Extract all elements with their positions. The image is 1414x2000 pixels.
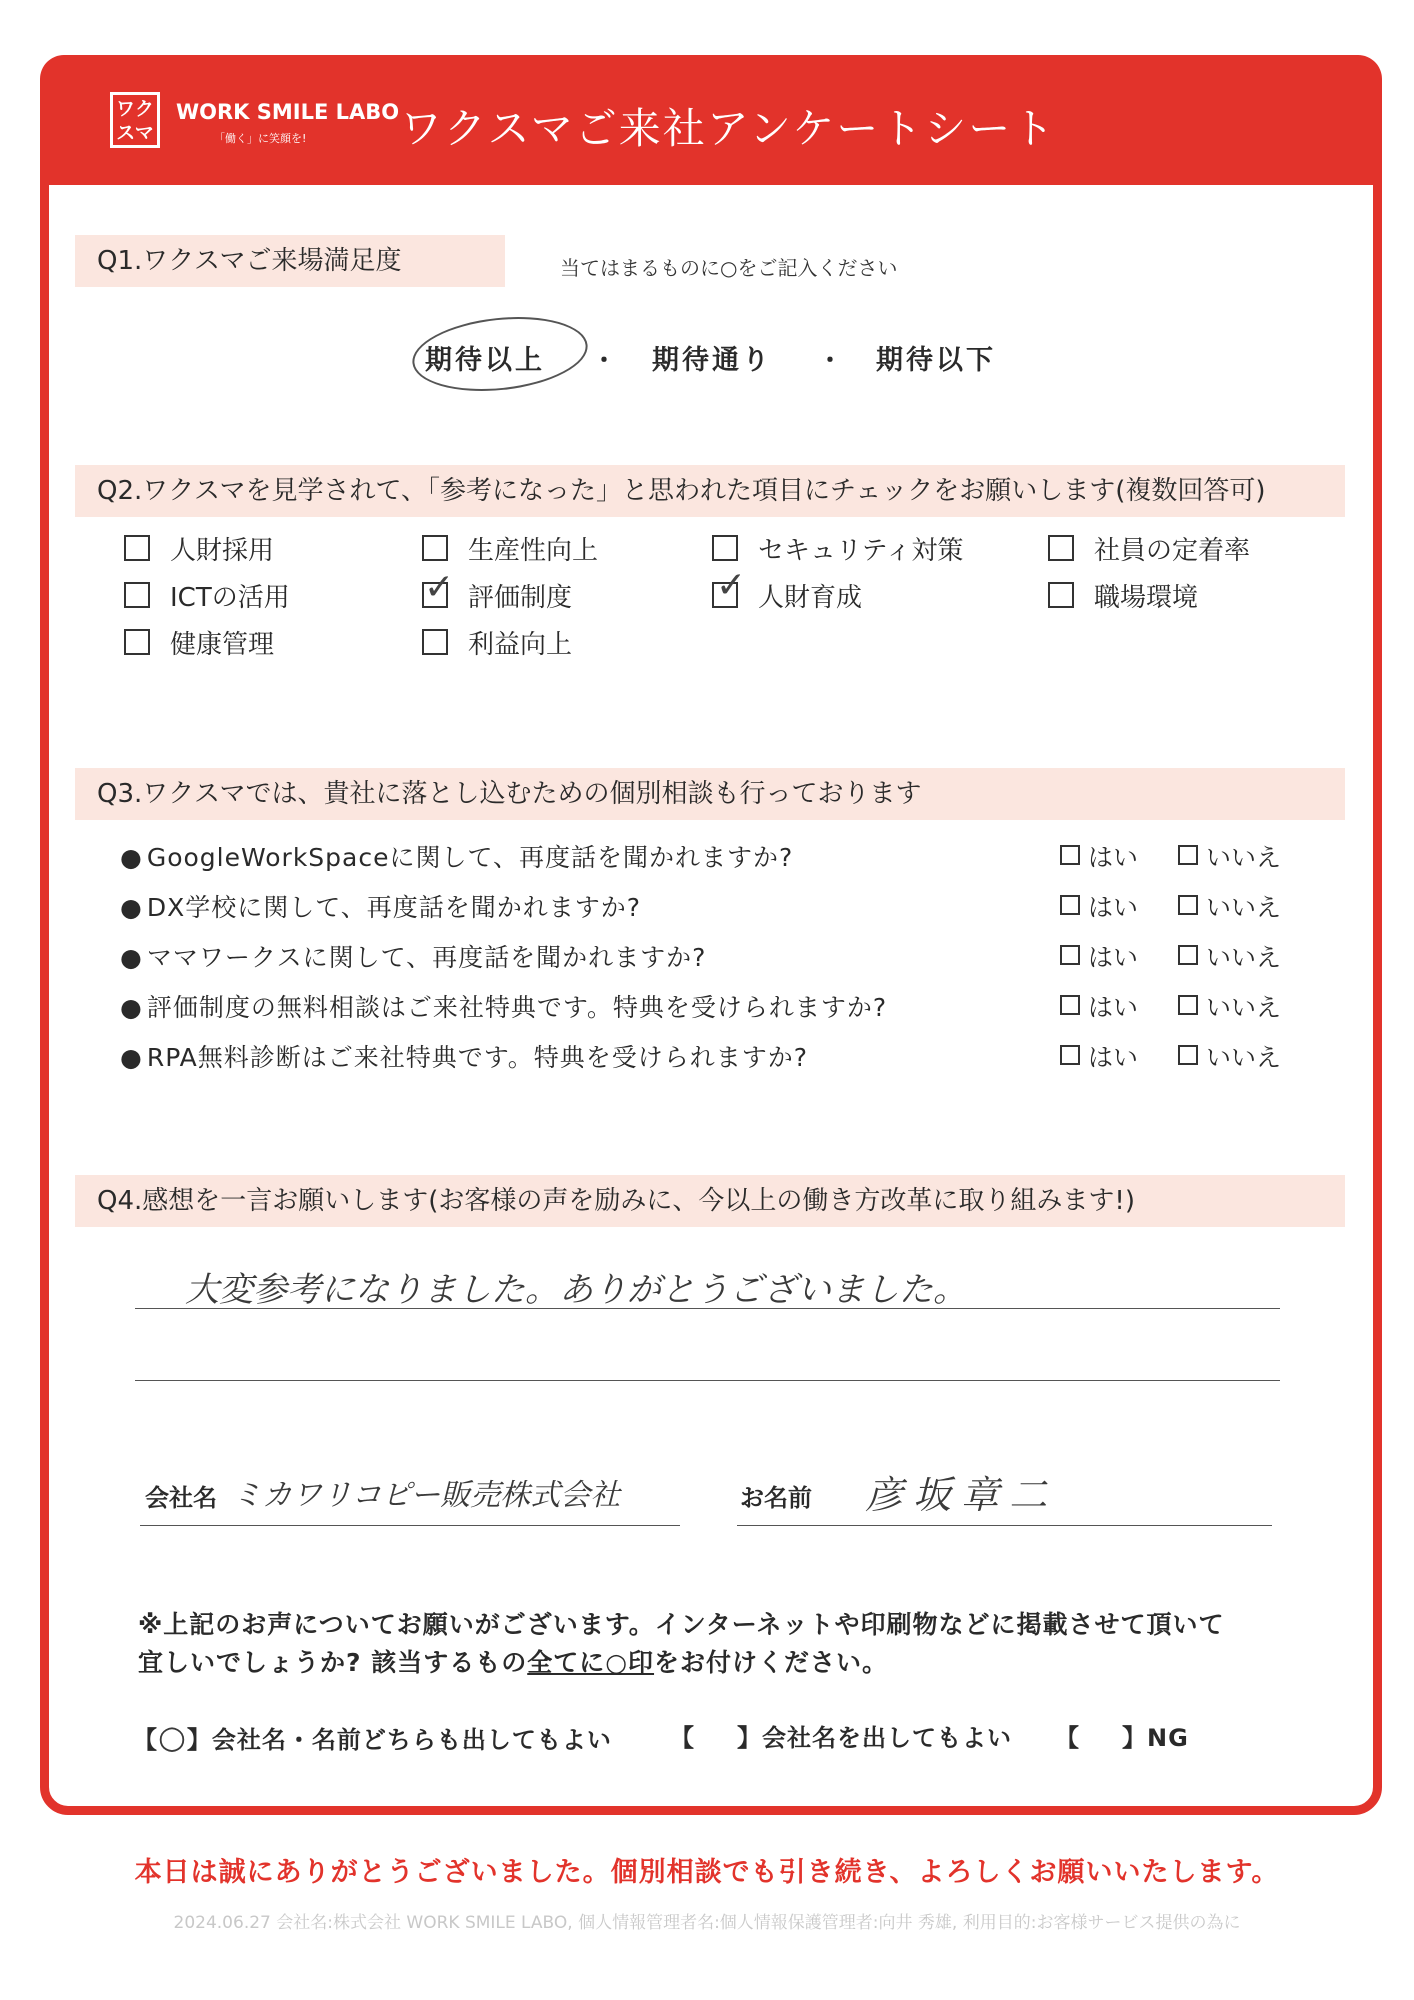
checkbox-security[interactable] [712, 535, 738, 561]
yes-checkbox[interactable] [1060, 995, 1080, 1015]
check-mark-icon: ✓ [424, 567, 455, 608]
yes-checkbox[interactable] [1060, 845, 1080, 865]
checkbox-health[interactable] [124, 629, 150, 655]
no-checkbox[interactable] [1178, 895, 1198, 915]
checkbox-label: 人財育成 [758, 583, 863, 613]
yes-label: はい [1088, 1043, 1139, 1072]
consent-text-a: 宜しいでしょうか? 該当するもの [138, 1648, 528, 1677]
logo-name: WORK SMILE LABO [176, 100, 400, 124]
thanks-message: 本日は誠にありがとうございました。個別相談でも引き続き、よろしくお願いいたします。 [134, 1857, 1280, 1888]
check-mark-icon: ✓ [716, 565, 747, 606]
q1-instruction: 当てはまるものに○をご記入ください [560, 256, 898, 280]
checkbox-label: 生産性向上 [468, 536, 599, 566]
comment-line [135, 1380, 1280, 1381]
q4-heading: Q4.感想を一言お願いします(お客様の声を励みに、今以上の働き方改革に取り組みます!) [75, 1175, 1345, 1227]
q1-option-below[interactable]: 期待以下 [876, 345, 996, 376]
checkbox-label: 評価制度 [468, 583, 573, 613]
separator: ・ [592, 346, 616, 374]
consent-option-2-label: 会社名を出してもよい [762, 1724, 1012, 1752]
name-handwriting[interactable]: 彦坂章二 [865, 1473, 1058, 1517]
q1-heading: Q1.ワクスマご来場満足度 [75, 235, 505, 287]
yes-checkbox[interactable] [1060, 895, 1080, 915]
company-label: 会社名 [145, 1484, 217, 1512]
yes-label: はい [1088, 993, 1139, 1022]
consent-option-3-label: NG [1147, 1724, 1189, 1752]
q3-question: ● DX学校に関して、再度話を聞かれますか? [120, 888, 641, 924]
no-label: いいえ [1206, 993, 1282, 1022]
checkbox-label: 健康管理 [170, 630, 275, 660]
q3-heading: Q3.ワクスマでは、貴社に落とし込むための個別相談も行っております [75, 768, 1345, 820]
consent-text: ※上記のお声についてお願いがございます。インターネットや印刷物などに掲載させて頂いて [138, 1610, 1225, 1639]
no-checkbox[interactable] [1178, 845, 1198, 865]
no-label: いいえ [1206, 943, 1282, 972]
q3-question: ● ママワークスに関して、再度話を聞かれますか? [120, 938, 706, 974]
consent-text-2 [138, 1643, 888, 1679]
comment-line [135, 1308, 1280, 1309]
checkbox-label: 職場環境 [1094, 583, 1199, 613]
bracket: 】 [186, 1726, 212, 1754]
checkbox-workplace[interactable] [1048, 582, 1074, 608]
no-checkbox[interactable] [1178, 945, 1198, 965]
consent-option-1-label: 会社名・名前どちらも出してもよい [211, 1726, 612, 1754]
logo-mark: ワク スマ [110, 92, 160, 148]
fine-print: 2024.06.27 会社名:株式会社 WORK SMILE LABO, 個人情報管理者名:個人情報保護管理者:向井 秀雄, 利用目的:お客様サービス提供の為に [173, 1913, 1241, 1933]
page-title: ワクスマご来社アンケートシート [400, 104, 1057, 153]
bracket: 】 [737, 1724, 762, 1752]
checkbox-label: 利益向上 [468, 630, 573, 660]
checkbox-retention[interactable] [1048, 535, 1074, 561]
logo-tagline: 「働く」に笑顔を! [214, 132, 307, 145]
q2-heading: Q2.ワクスマを見学されて、「参考になった」と思われた項目にチェックをお願いします(複数回答可) [75, 465, 1345, 517]
checkbox-label: セキュリティ対策 [758, 536, 964, 566]
name-line [737, 1525, 1272, 1526]
consent-option-3[interactable] [1055, 1718, 1189, 1753]
q1-option-meets[interactable]: 期待通り [652, 345, 772, 376]
company-handwriting[interactable]: ミカワリコピー販売株式会社 [232, 1478, 621, 1513]
yes-checkbox[interactable] [1060, 1045, 1080, 1065]
circle-mark: ○ [158, 1718, 187, 1756]
checkbox-label: 人財採用 [170, 536, 275, 566]
consent-option-1[interactable] [133, 1718, 612, 1756]
name-label: お名前 [740, 1484, 812, 1512]
checkbox-profit[interactable] [422, 629, 448, 655]
no-label: いいえ [1206, 1043, 1282, 1072]
comment-handwriting[interactable]: 大変参考になりました。ありがとうございました。 [185, 1270, 967, 1310]
bracket: 【 [133, 1726, 158, 1754]
yes-label: はい [1088, 893, 1139, 922]
no-label: いいえ [1206, 843, 1282, 872]
q3-question: ● GoogleWorkSpaceに関して、再度話を聞かれますか? [120, 838, 793, 874]
yes-label: はい [1088, 843, 1139, 872]
bracket: 【 [670, 1724, 695, 1752]
consent-option-2[interactable] [670, 1718, 1012, 1753]
form-frame [40, 55, 1382, 1815]
checkbox-ict[interactable] [124, 582, 150, 608]
consent-text-b: をお付けください。 [654, 1648, 889, 1677]
no-checkbox[interactable] [1178, 1045, 1198, 1065]
q1-option-above[interactable]: 期待以上 [425, 345, 545, 376]
company-line [140, 1525, 680, 1526]
separator: ・ [818, 346, 842, 374]
yes-checkbox[interactable] [1060, 945, 1080, 965]
checkbox-label: 社員の定着率 [1094, 536, 1251, 566]
checkbox-label: ICTの活用 [170, 583, 290, 613]
bracket: 】 [1122, 1724, 1147, 1752]
yes-label: はい [1088, 943, 1139, 972]
q3-question: ● RPA無料診断はご来社特典です。特典を受けられますか? [120, 1038, 808, 1074]
no-label: いいえ [1206, 893, 1282, 922]
consent-underlined: 全てに○印 [527, 1648, 655, 1677]
bracket: 【 [1055, 1724, 1080, 1752]
checkbox-hr-recruitment[interactable] [124, 535, 150, 561]
no-checkbox[interactable] [1178, 995, 1198, 1015]
q3-question: ● 評価制度の無料相談はご来社特典です。特典を受けられますか? [120, 988, 887, 1024]
checkbox-productivity[interactable] [422, 535, 448, 561]
